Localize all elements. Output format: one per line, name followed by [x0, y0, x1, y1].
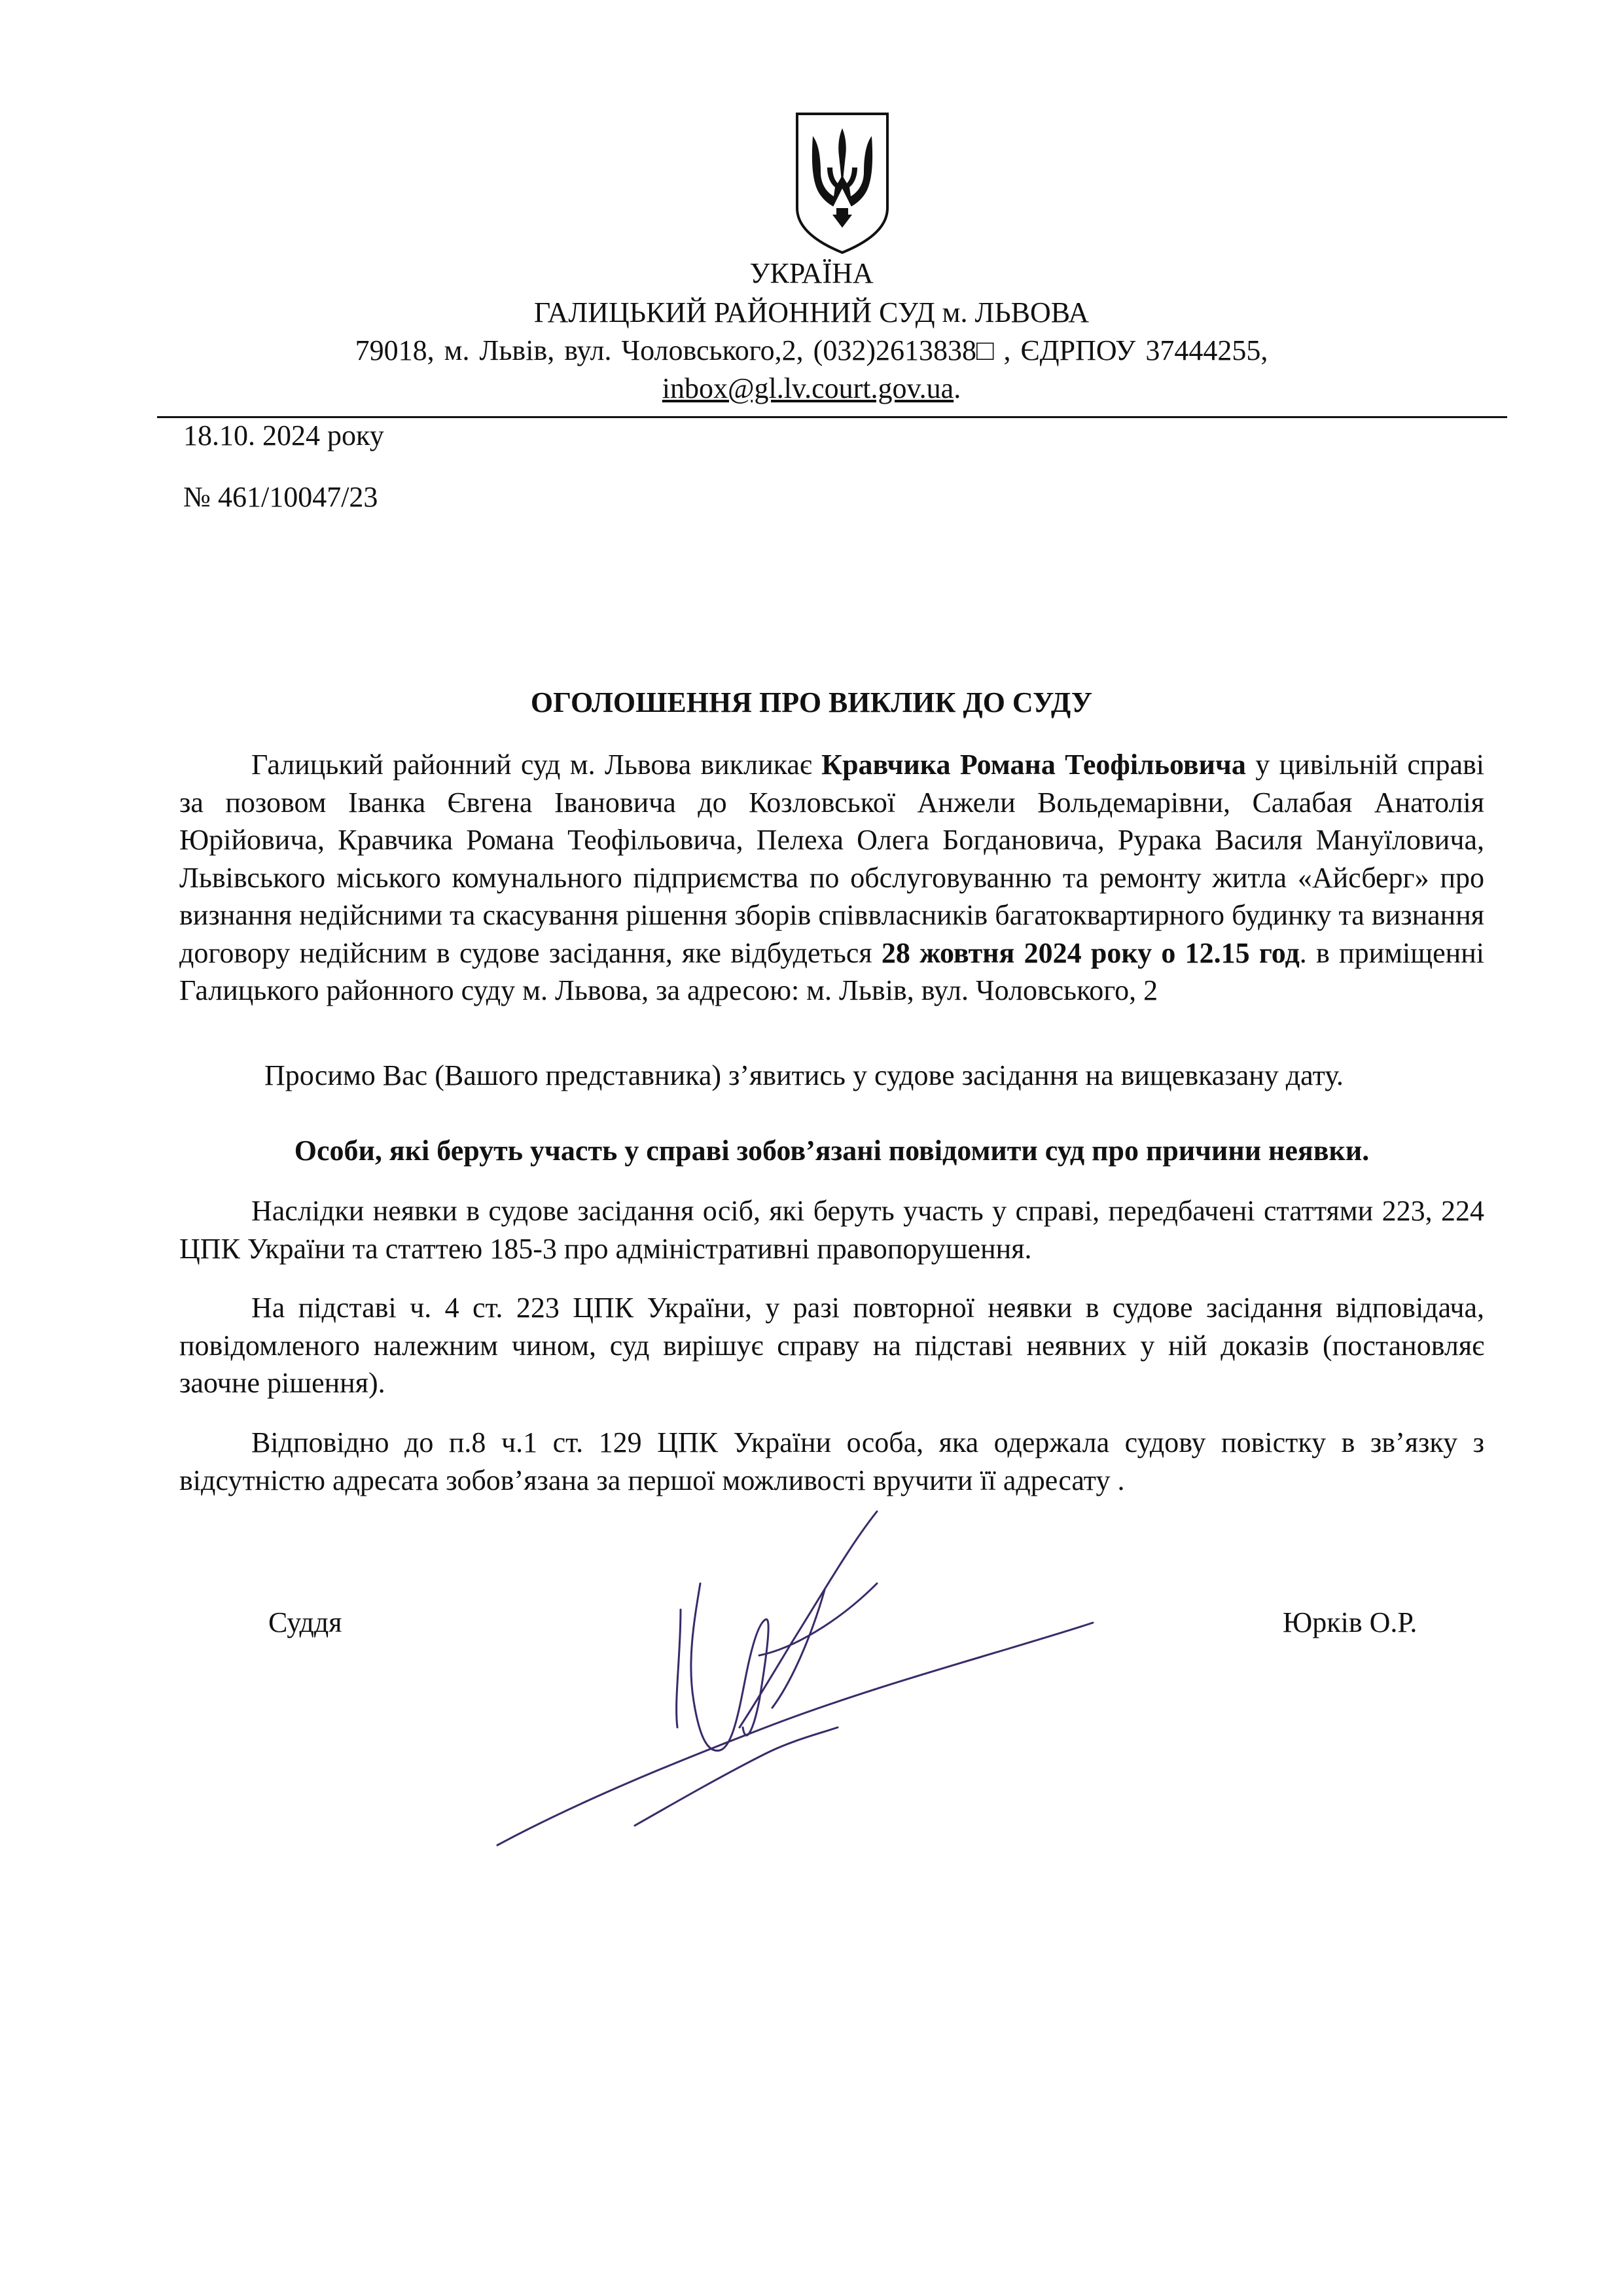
document-title: ОГОЛОШЕННЯ ПРО ВИКЛИК ДО СУДУ — [530, 686, 1093, 718]
trident-coat-of-arms-icon — [793, 110, 891, 256]
paragraph-repeat-absence — [179, 1289, 1484, 1402]
summons-text-c: . в приміщенні Галицького районного суду м. Львова, за адресою: м. Львів, вул. Чоловського, 2 — [179, 936, 1484, 1006]
hearing-date: 28 жовтня 2024 року о 12.15 год — [881, 936, 1300, 969]
request-text: Просимо Вас (Вашого представника) з’явитись у судове засідання на вищевказану дату. — [264, 1059, 1344, 1091]
handwritten-signature — [484, 1492, 1152, 1871]
paragraph-consequences — [179, 1192, 1484, 1267]
court-email-line — [0, 372, 1623, 405]
paragraph-delivery — [179, 1424, 1484, 1499]
summoned-person-name: Кравчика Романа Теофільовича — [821, 749, 1246, 781]
summons-text-a: Галицький районний суд м. Львова викликає — [251, 749, 822, 781]
repeat-absence-text: На підставі ч. 4 ст. 223 ЦПК України, у разі повторної неявки в судове засідання відповідача, повідомленого належним чином, суд вирішує справу на підставі неявних у ній доказів (постановляє заочне рішення). — [179, 1292, 1484, 1399]
signer-name: Юрків О.Р. — [1283, 1606, 1418, 1638]
paragraph-summons — [179, 746, 1484, 1010]
court-address: 79018, м. Львів, вул. Чоловського,2, (032)2613838□ , ЄДРПОУ 37444255, — [355, 334, 1268, 366]
signer-role: Суддя — [268, 1606, 342, 1638]
country-heading: УКРАЇНА — [749, 257, 874, 289]
document-date: 18.10. 2024 року — [183, 419, 384, 451]
court-name: ГАЛИЦЬКИЙ РАЙОННИЙ СУД м. ЛЬВОВА — [533, 296, 1090, 328]
email-suffix: . — [954, 372, 961, 404]
paragraph-obligation: Особи, які беруть участь у справі зобов’язані повідомити суд про причини неявки. — [294, 1135, 1370, 1167]
header-divider — [157, 416, 1507, 418]
case-number: № 461/10047/23 — [183, 481, 378, 513]
summons-text-b: у цивільній справі за позовом Іванка Євгена Івановича до Козловської Анжели Вольдемарівни, Салабая Анатолія Юрійовича, Кравчика Романа Теофільовича, Пелеха Олега Богдановича, Рурака Василя Мануїловича, Львівського міського комунального підприємства по обслуговуванню та ремонту житла «Айсберг» про визнання недійсними та скасування рішення зборів співвласників багатоквартирного будинку та визнання договору недійсним в судове засідання, яке відбудеться — [179, 749, 1484, 969]
court-email-link[interactable]: inbox@gl.lv.court.gov.ua — [662, 372, 954, 404]
delivery-text: Відповідно до п.8 ч.1 ст. 129 ЦПК України особа, яка одержала судову повістку в зв’язку з відсутністю адресата зобов’язана за першої можливості вручити її адресату . — [179, 1426, 1484, 1496]
paragraph-request — [179, 1057, 1484, 1095]
consequences-text: Наслідки неявки в судове засідання осіб, які беруть участь у справі, передбачені статтями 223, 224 ЦПК України та статтею 185-3 про адміністративні правопорушення. — [179, 1195, 1484, 1265]
